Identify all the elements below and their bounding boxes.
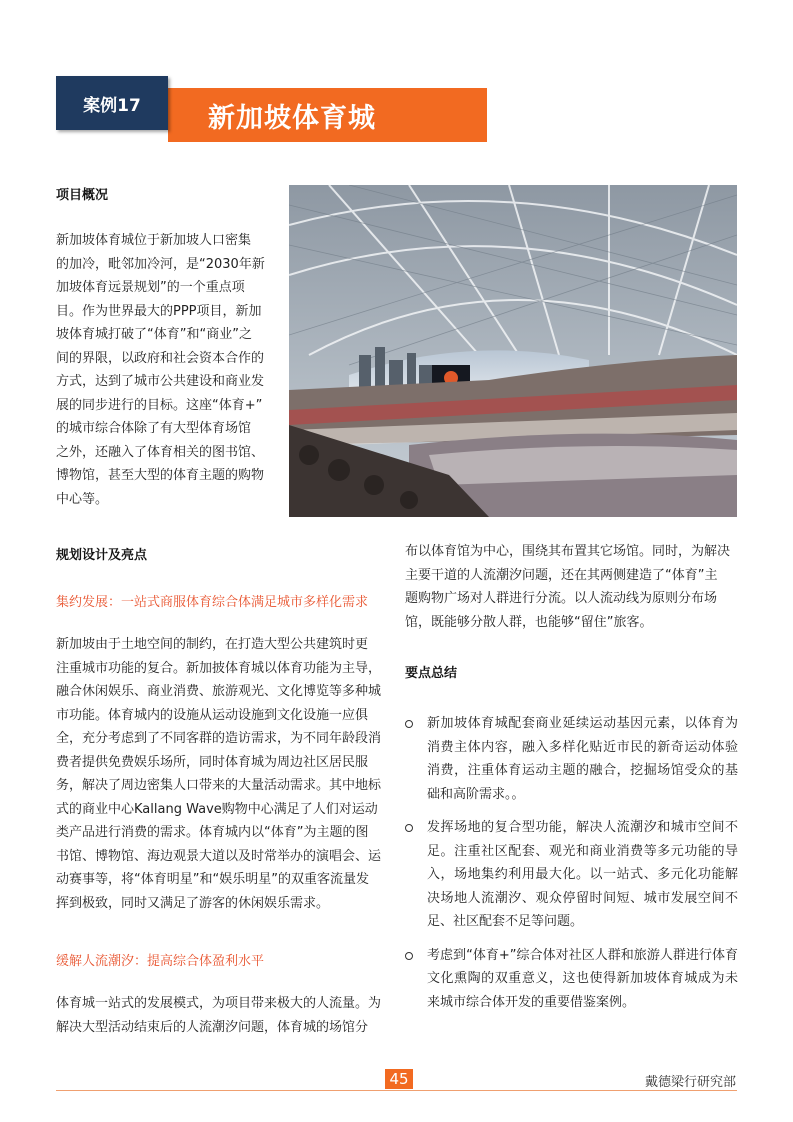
design-line: 题购物广场对人群进行分流。以人流动线为原则分布场 (405, 591, 718, 606)
stadium-photo (289, 185, 737, 517)
overview-line: 间的界限，以政府和社会资本合作的 (56, 350, 265, 366)
overview-line: 方式，达到了城市公共建设和商业发 (56, 374, 265, 389)
case-label (56, 76, 168, 130)
design-line: 布以体育馆为中心，围绕其布置其它场馆。同时，为解决 (405, 544, 731, 559)
list-item (405, 944, 738, 1015)
page-number (385, 1069, 413, 1089)
overview-line: 新加坡体育城位于新加坡人口密集 (56, 233, 252, 248)
overview-line: 加坡体育远景规划”的一个重点项 (56, 280, 245, 295)
overview-line: 坡体育城打破了“体育”和“商业”之 (56, 327, 252, 342)
bullet-circle-icon (405, 720, 413, 728)
bullet-circle-icon (405, 824, 413, 832)
summary-item-text: 发挥场地的复合型功能，解决人流潮汐和城市空间不足。注重社区配套、观光和商业消费等多元功能的导入，场地集约利用最大化。以一站式、多元化功能解决场地人流潮汐、观众停留时间短、城市发展空间不足、社区配套不足等问题。 (427, 820, 738, 929)
case-title-bar (168, 88, 487, 142)
design-paragraph-1 (56, 633, 386, 915)
design-subheading-1: 集约发展：一站式商服体育综合体满足城市多样化需求 (56, 595, 369, 610)
design-paragraph-2 (56, 992, 386, 1039)
overview-line: 博物馆，甚至大型的体育主题的购物 (56, 468, 265, 483)
design-line: 挥到极致，同时又满足了游客的休闲娱乐需求。 (56, 895, 330, 911)
summary-heading: 要点总结 (405, 666, 458, 681)
design-line: 馆，既能够分散人群，也能够“留住”旅客。 (405, 614, 653, 630)
page-number-text: 45 (389, 1070, 409, 1088)
design-line: 动赛事等，将“体育明星”和“娱乐明星”的双重客流量发 (56, 872, 369, 887)
overview-heading: 项目概况 (56, 188, 109, 203)
bullet-circle-icon (405, 952, 413, 960)
footer-organization: 戴德梁行研究部 (645, 1075, 737, 1090)
stadium-illustration (289, 185, 737, 517)
page-title: 新加坡体育城 (208, 102, 376, 134)
overview-line: 的加冷，毗邻加冷河，是“2030年新 (56, 256, 265, 272)
summary-item-text: 新加坡体育城配套商业延续运动基因元素，以体育为消费主体内容，融入多样化贴近市民的新奇运动体验消费，注重体育运动主题的融合，挖掘场馆受众的基础和高阶需求。。 (427, 716, 738, 802)
design-line: 主要干道的人流潮汐问题，还在其两侧建造了“体育”主 (405, 567, 718, 583)
overview-line: 目。作为世界最大的PPP项目，新加 (56, 303, 262, 319)
summary-list (405, 712, 738, 1024)
footer-divider (56, 1090, 737, 1091)
design-heading: 规划设计及亮点 (56, 548, 148, 563)
design-line: 式的商业中心Kallang Wave购物中心满足了人们对运动 (56, 801, 378, 817)
design-line: 全，充分考虑到了不同客群的造访需求，为不同年龄段消 (56, 731, 382, 746)
case-label-text: 案例17 (83, 95, 141, 116)
design-line: 市功能。体育城内的设施从运动设施到文化设施一应俱 (56, 707, 369, 723)
design-line: 务，解决了周边密集人口带来的大量活动需求。其中地标 (56, 778, 382, 793)
design-line: 体育城一站式的发展模式，为项目带来极大的人流量。为 (56, 996, 382, 1011)
overview-line: 的城市综合体除了有大型体育场馆 (56, 421, 252, 436)
design-line: 新加坡由于土地空间的制约，在打造大型公共建筑时更 (56, 637, 369, 652)
design-line: 注重城市功能的复合。新加披体育城以体育功能为主导， (56, 660, 382, 676)
design-line: 解决大型活动结束后的人流潮汐问题，体育城的场馆分 (56, 1019, 369, 1035)
overview-line: 展的同步进行的目标。这座“体育+” (56, 397, 263, 413)
overview-line: 之外，还融入了体育相关的图书馆、 (56, 444, 265, 460)
list-item (405, 816, 738, 934)
design-paragraph-2-continued (405, 540, 738, 634)
list-item (405, 712, 738, 806)
design-line: 费者提供免费娱乐场所，同时体育城为周边社区居民服 (56, 754, 369, 770)
design-line: 书馆、博物馆、海边观景大道以及时常举办的演唱会、运 (56, 848, 382, 864)
design-line: 融合休闲娱乐、商业消费、旅游观光、文化博览等多种城 (56, 684, 382, 699)
design-line: 类产品进行消费的需求。体育城内以“体育”为主题的图 (56, 825, 369, 840)
summary-item-text: 考虑到“体育+”综合体对社区人群和旅游人群进行体育文化熏陶的双重意义，这也使得新加坡体育城成为未来城市综合体开发的重要借鉴案例。 (427, 947, 738, 1010)
overview-paragraph (56, 229, 276, 511)
design-subheading-2: 缓解人流潮汐：提高综合体盈利水平 (56, 954, 265, 969)
overview-line: 中心等。 (56, 491, 109, 507)
